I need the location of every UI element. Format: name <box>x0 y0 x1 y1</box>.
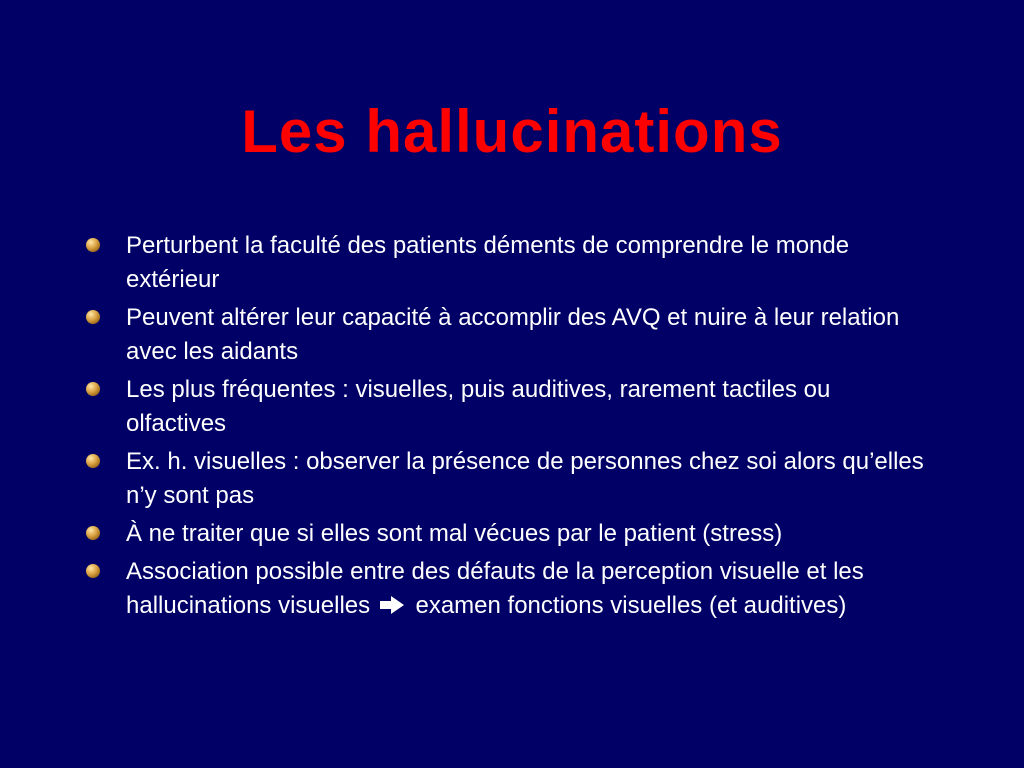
bullet-item <box>86 373 936 441</box>
bullet-sphere-icon <box>86 310 100 324</box>
bullet-sphere-icon <box>86 238 100 252</box>
bullet-text: Les plus fréquentes : visuelles, puis auditives, rarement tactiles ou olfactives <box>126 376 831 437</box>
bullet-text: Perturbent la faculté des patients déments de comprendre le monde extérieur <box>126 232 850 293</box>
bullet-item <box>86 445 936 513</box>
bullet-sphere-icon <box>86 564 100 578</box>
bullet-text-before-arrow: Association possible entre des défauts de la perception visuelle et les hallucinations visuelles <box>126 558 864 619</box>
bullet-item <box>86 555 936 623</box>
slide-title: Les hallucinations <box>241 98 783 165</box>
bullet-text: À ne traiter que si elles sont mal vécues par le patient (stress) <box>126 520 783 547</box>
bullet-item <box>86 517 936 551</box>
bullet-sphere-icon <box>86 454 100 468</box>
bullet-item <box>86 229 936 297</box>
bullet-text: Ex. h. visuelles : observer la présence de personnes chez soi alors qu’elles n’y sont pas <box>126 448 924 509</box>
bullet-sphere-icon <box>86 526 100 540</box>
bullet-text: Peuvent altérer leur capacité à accomplir des AVQ et nuire à leur relation avec les aidants <box>126 304 900 365</box>
bullet-sphere-icon <box>86 382 100 396</box>
bullet-item <box>86 301 936 369</box>
bullet-list <box>86 229 936 627</box>
bullet-text-after-arrow: examen fonctions visuelles (et auditives) <box>415 592 847 619</box>
right-arrow-icon <box>379 595 405 615</box>
